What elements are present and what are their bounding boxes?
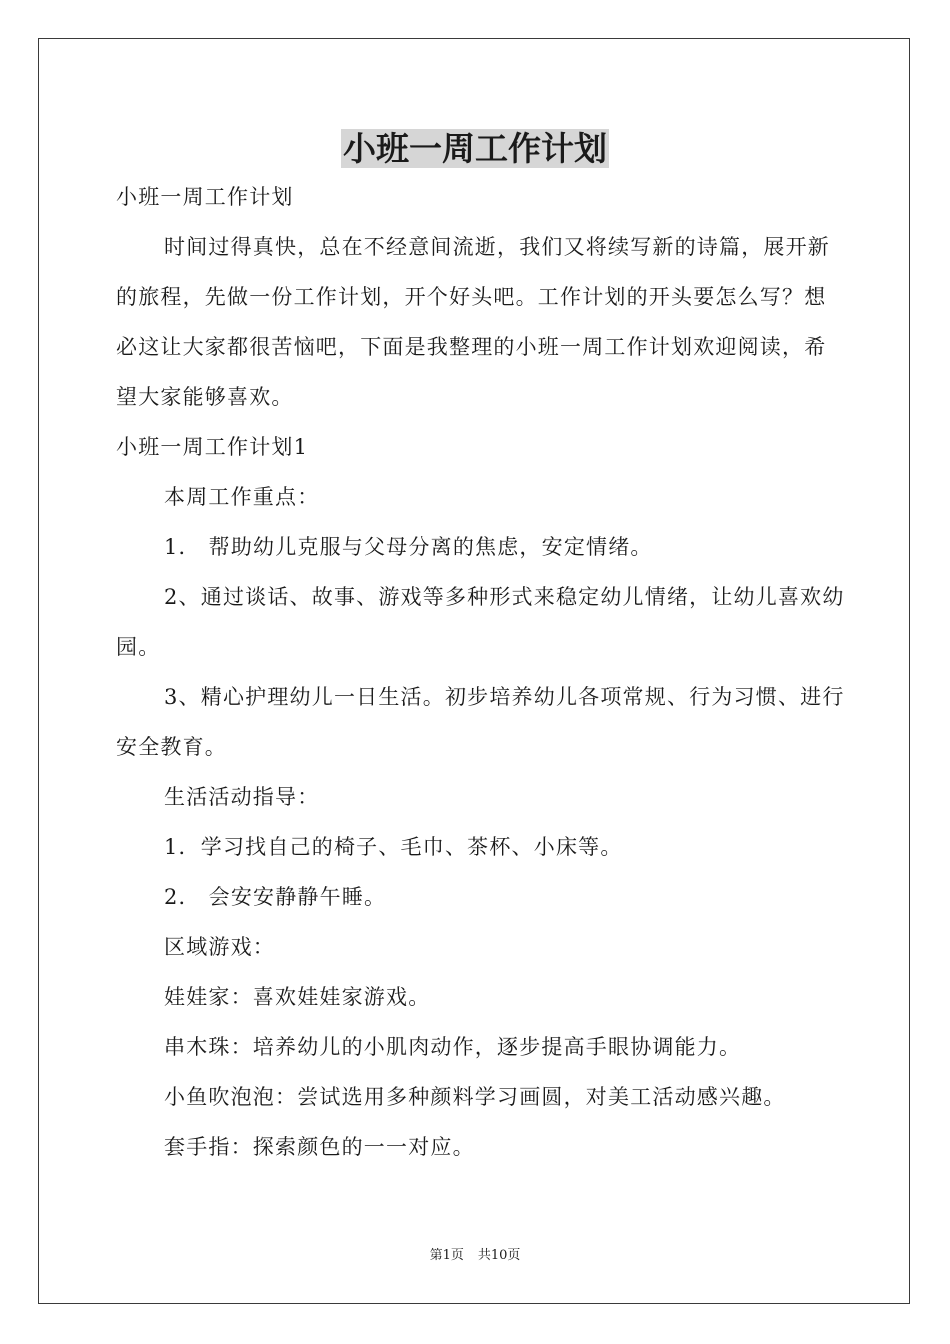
section-heading: 小班一周工作计划1 [116,435,309,459]
area-item-3: 小鱼吹泡泡：尝试选用多种颜料学习画圆，对美工活动感兴趣。 [164,1085,786,1109]
title-text: 小班一周工作计划 [343,129,607,168]
focus-item-2: 2、通过谈话、故事、游戏等多种形式来稳定幼儿情绪，让幼儿喜欢幼园。 [116,585,845,659]
focus-heading: 本周工作重点： [164,485,320,509]
document-title [0,126,950,172]
page-footer [0,1246,950,1266]
life-item-2: 2． 会安安静静午睡。 [164,885,387,909]
area-item-2: 串木珠：培养幼儿的小肌肉动作，逐步提高手眼协调能力。 [164,1035,742,1059]
life-heading: 生活活动指导： [164,785,320,809]
life-item-1: 1．学习找自己的椅子、毛巾、茶杯、小床等。 [164,835,623,859]
area-heading: 区域游戏： [164,935,275,959]
area-item-4: 套手指：探索颜色的一一对应。 [164,1135,475,1159]
focus-item-1: 1． 帮助幼儿克服与父母分离的焦虑，安定情绪。 [164,535,653,559]
subtitle: 小班一周工作计划 [116,185,294,209]
page-number: 第1页 [429,1248,464,1263]
document-body [116,172,846,1172]
intro-paragraph: 时间过得真快，总在不经意间流逝，我们又将续写新的诗篇，展开新的旅程，先做一份工作计划，开个好头吧。工作计划的开头要怎么写？想必这让大家都很苦恼吧，下面是我整理的小班一周工作计划欢迎阅读，希望大家能够喜欢。 [116,235,830,409]
page-total: 共10页 [477,1248,521,1263]
area-item-1: 娃娃家：喜欢娃娃家游戏。 [164,985,431,1009]
focus-item-3: 3、精心护理幼儿一日生活。初步培养幼儿各项常规、行为习惯、进行安全教育。 [116,685,845,759]
